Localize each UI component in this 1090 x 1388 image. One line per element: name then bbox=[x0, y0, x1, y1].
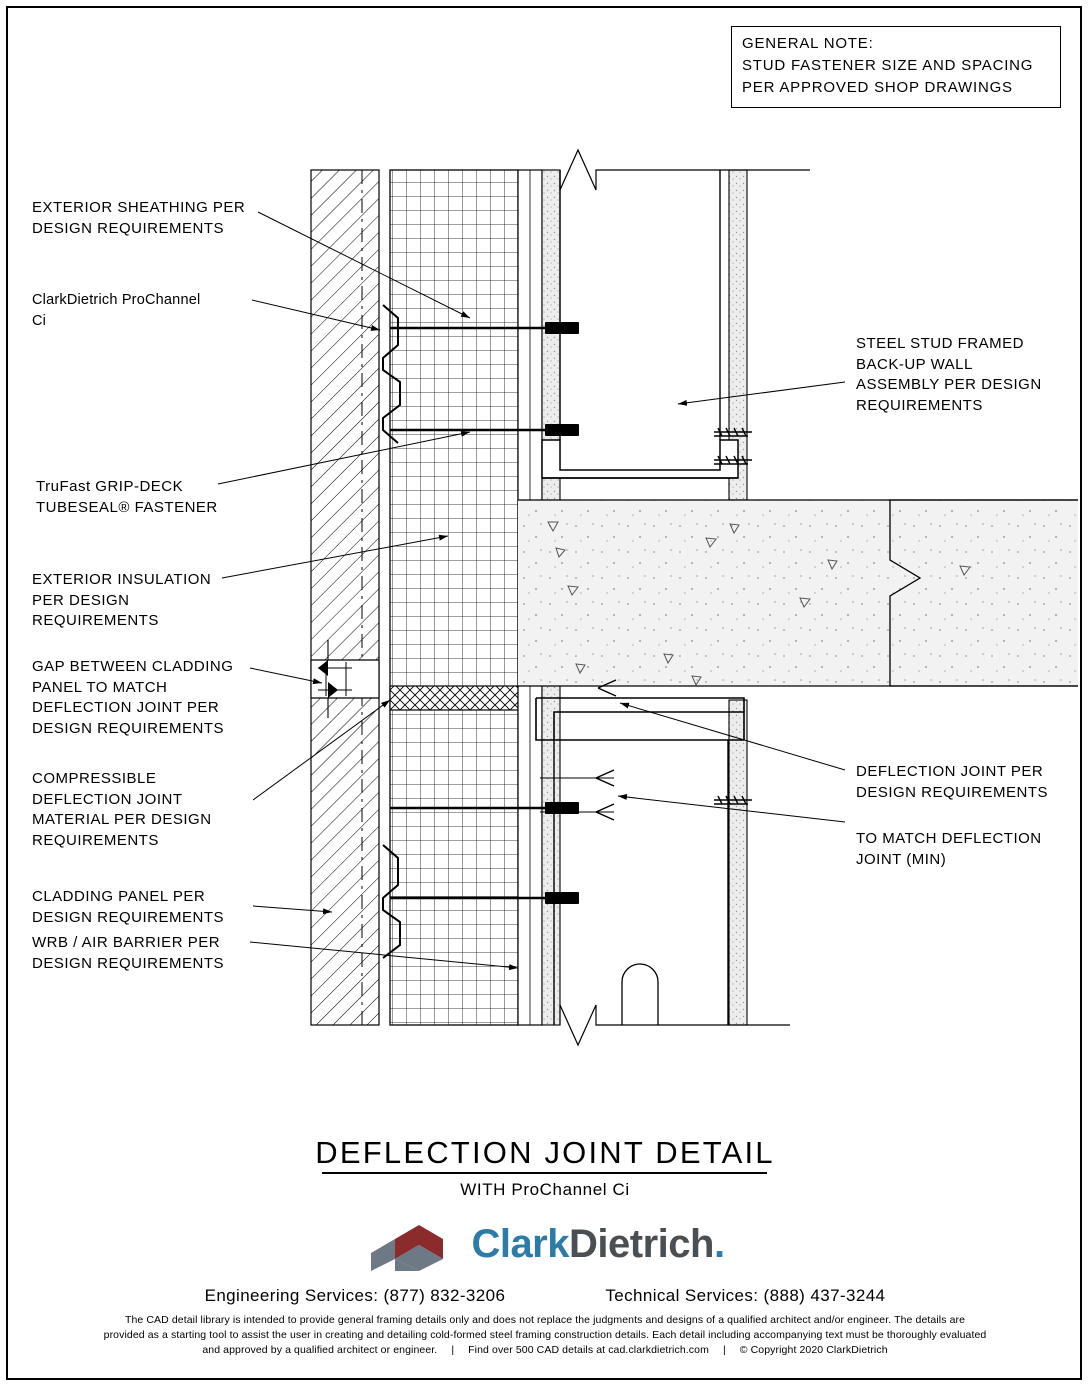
clarkdietrich-logo bbox=[0, 1208, 1090, 1280]
disclaimer-line-3-text: and approved by a qualified architect or engineer. bbox=[202, 1344, 438, 1356]
footer-contacts bbox=[0, 1286, 1090, 1306]
detail-subtitle: WITH ProChannel Ci bbox=[460, 1180, 630, 1199]
logo-period: . bbox=[713, 1221, 725, 1266]
general-note-title: GENERAL NOTE: bbox=[742, 35, 874, 52]
callout-cladding-panel: CLADDING PANEL PER DESIGN REQUIREMENTS bbox=[32, 888, 225, 926]
disclaimer-line-2: provided as a starting tool to assist the user in creating and detailing cold-formed steel framing construction details. Each detail including accompanying text must be thoroughly evaluated bbox=[103, 1329, 987, 1341]
engineering-services-phone: Engineering Services: (877) 832-3206 bbox=[204, 1286, 506, 1305]
general-note-line1: STUD FASTENER SIZE AND SPACING bbox=[742, 57, 1034, 74]
disclaimer-line-3 bbox=[40, 1343, 1050, 1358]
callout-steel-stud-framed-backup-wall: STEEL STUD FRAMED BACK-UP WALL ASSEMBLY PER DESIGN REQUIREMENTS bbox=[856, 335, 1042, 414]
title-underline bbox=[322, 1172, 767, 1174]
callout-exterior-sheathing: EXTERIOR SHEATHING PER DESIGN REQUIREMENTS bbox=[32, 199, 246, 237]
logo-dietrich: Dietrich bbox=[569, 1221, 714, 1266]
callout-prochannel-ci: ClarkDietrich ProChannel Ci bbox=[32, 292, 201, 329]
callout-exterior-insulation: EXTERIOR INSULATION PER DESIGN REQUIREMENTS bbox=[32, 571, 212, 629]
footer-disclaimer bbox=[40, 1313, 1050, 1358]
clarkdietrich-wordmark bbox=[471, 1222, 724, 1267]
divider-1: | bbox=[451, 1344, 455, 1356]
logo-clark: Clark bbox=[471, 1221, 569, 1266]
callout-to-match-deflection-joint: TO MATCH DEFLECTION JOINT (MIN) bbox=[856, 830, 1042, 868]
callout-trufast-fastener: TruFast GRIP-DECK TUBESEAL® FASTENER bbox=[36, 478, 218, 516]
clarkdietrich-logo-mark bbox=[365, 1213, 461, 1275]
callout-compressible-deflection-joint: COMPRESSIBLE DEFLECTION JOINT MATERIAL PER DESIGN REQUIREMENTS bbox=[32, 770, 212, 849]
general-note-line2: PER APPROVED SHOP DRAWINGS bbox=[742, 79, 1013, 96]
callout-gap-between-cladding: GAP BETWEEN CLADDING PANEL TO MATCH DEFLECTION JOINT PER DESIGN REQUIREMENTS bbox=[32, 658, 234, 737]
callout-deflection-joint: DEFLECTION JOINT PER DESIGN REQUIREMENTS bbox=[856, 763, 1049, 801]
disclaimer-line-1: The CAD detail library is intended to provide general framing details only and does not replace the judgments and designs of a qualified architect and/or engineer. The details are bbox=[124, 1314, 966, 1326]
copyright-text: © Copyright 2020 ClarkDietrich bbox=[739, 1344, 888, 1356]
detail-title: DEFLECTION JOINT DETAIL bbox=[315, 1135, 775, 1170]
technical-services-phone: Technical Services: (888) 437-3244 bbox=[605, 1286, 886, 1305]
cad-library-link[interactable]: Find over 500 CAD details at cad.clarkdietrich.com bbox=[468, 1344, 709, 1356]
callout-wrb-air-barrier: WRB / AIR BARRIER PER DESIGN REQUIREMENTS bbox=[32, 934, 225, 972]
divider-2: | bbox=[722, 1344, 726, 1356]
